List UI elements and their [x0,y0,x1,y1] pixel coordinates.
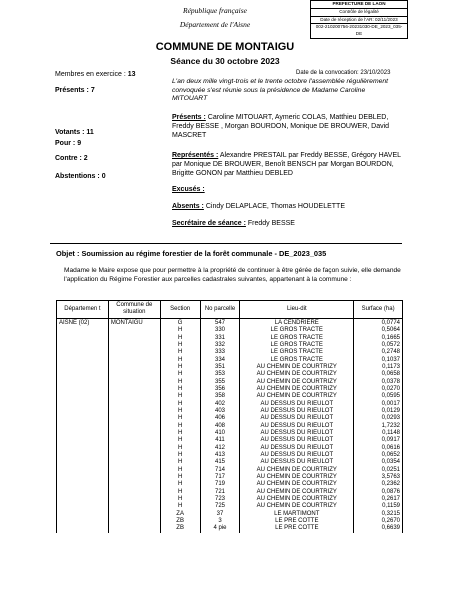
table-row [57,364,403,371]
cell-section: H [160,386,200,393]
cell-lieu-dit: AU CHEMIN DE COURTRIZY [240,379,354,386]
cell-departement [57,481,109,488]
cell-commune [108,518,160,525]
objet-divider [50,243,402,244]
cell-lieu-dit: AU DESSUS DU RIEULOT [240,437,354,444]
cell-commune [108,349,160,356]
cell-surface: 0,0616 [354,445,403,452]
cell-parcelle: 351 [200,364,240,371]
pour-label: Pour : [55,140,76,147]
cell-commune [108,364,160,371]
stamp-line-2: Date de réception de l'AR: 02/11/2023 [311,16,407,24]
cell-departement [57,364,109,371]
absent-list: Cindy DELAPLACE, Thomas HOUDELETTE [203,203,345,210]
stamp-line-3: 002-210200756-20231030-DE_2023_035-DE [311,23,407,38]
cell-lieu-dit: AU CHEMIN DE COURTRIZY [240,474,354,481]
cell-section: ZB [160,518,200,525]
cell-lieu-dit: AU CHEMIN DE COURTRIZY [240,393,354,400]
cell-lieu-dit: AU DESSUS DU RIEULOT [240,445,354,452]
cell-parcelle: 725 [200,503,240,510]
cell-surface: 0,0917 [354,437,403,444]
cell-surface: 0,6639 [354,525,403,532]
cell-departement: AISNE (02) [57,318,109,327]
cell-parcelle: 723 [200,496,240,503]
presents-section [172,113,404,140]
cell-surface: 0,0652 [354,452,403,459]
cell-surface: 0,0774 [354,318,403,327]
present-value: 7 [90,87,95,94]
cell-commune [108,503,160,510]
cell-surface: 0,0270 [354,386,403,393]
members-value: 13 [127,71,136,78]
cell-section: H [160,452,200,459]
present-label: Présents : [55,87,89,94]
cell-commune [108,452,160,459]
cell-section: H [160,335,200,342]
table-row [57,496,403,503]
votants-count [55,129,94,136]
cell-parcelle: 717 [200,474,240,481]
cell-surface: 0,5064 [354,327,403,334]
represented-label: Représentés : [172,152,219,159]
cell-departement [57,437,109,444]
cell-surface: 0,3215 [354,511,403,518]
present-count [55,87,95,94]
cell-section: H [160,481,200,488]
cell-surface: 3,5763 [354,474,403,481]
cell-lieu-dit: LE PRE COTTE [240,525,354,532]
table-row [57,511,403,518]
members-count [55,71,136,78]
stamp-line-1: Contrôle de légalité [311,8,407,16]
cell-lieu-dit: AU DESSUS DU RIEULOT [240,459,354,466]
cell-section: H [160,503,200,510]
abstentions-value: 0 [101,173,106,180]
cell-parcelle: 355 [200,379,240,386]
table-row [57,327,403,334]
cell-parcelle: 411 [200,437,240,444]
presents-list: Caroline MITOUART, Aymeric COLAS, Matthieu DEBLED, Freddy BESSE , Morgan BOURDON, Monique DE BROUWER, David MASCRET [172,114,390,139]
cell-departement [57,393,109,400]
cell-commune [108,371,160,378]
session-intro: L'an deux mille vingt-trois et le trente octobre l'assemblée régulièrement convoquée s'est réunie sous la présidence de Madame Caroline MITOUART [172,78,389,103]
cell-section: H [160,327,200,334]
table-row [57,503,403,510]
table-row [57,415,403,422]
cell-departement [57,525,109,532]
cell-lieu-dit: AU DESSUS DU RIEULOT [240,408,354,415]
cell-departement [57,357,109,364]
cell-parcelle: 332 [200,342,240,349]
cell-section: H [160,423,200,430]
cell-surface: 0,0876 [354,489,403,496]
cell-section: H [160,496,200,503]
cell-lieu-dit: LA CENDRIERE [240,318,354,327]
cell-commune [108,489,160,496]
cell-commune [108,379,160,386]
table-row [57,474,403,481]
cell-surface: 0,0251 [354,467,403,474]
cell-commune [108,437,160,444]
cell-departement [57,503,109,510]
parcels-table [56,300,403,533]
cell-surface: 0,2362 [354,481,403,488]
commune-title: COMMUNE DE MONTAIGU [155,41,295,53]
table-row [57,357,403,364]
cell-departement [57,511,109,518]
cell-lieu-dit: LE GROS TRACTE [240,357,354,364]
cell-parcelle: 714 [200,467,240,474]
cell-commune [108,481,160,488]
pour-value: 9 [77,140,82,147]
cell-departement [57,430,109,437]
cell-section: H [160,349,200,356]
cell-lieu-dit: LE MARTIMONT [240,511,354,518]
table-row [57,379,403,386]
cell-parcelle: 402 [200,401,240,408]
cell-departement [57,445,109,452]
contre-count [55,155,88,162]
cell-section: G [160,318,200,327]
cell-departement [57,401,109,408]
cell-lieu-dit: AU DESSUS DU RIEULOT [240,423,354,430]
cell-parcelle: 334 [200,357,240,364]
cell-lieu-dit: AU CHEMIN DE COURTRIZY [240,467,354,474]
cell-surface: 0,2617 [354,496,403,503]
cell-lieu-dit: AU DESSUS DU RIEULOT [240,415,354,422]
cell-surface: 0,0378 [354,379,403,386]
cell-section: H [160,489,200,496]
table-row [57,459,403,466]
cell-departement [57,489,109,496]
cell-section: ZA [160,511,200,518]
cell-commune [108,393,160,400]
cell-commune [108,459,160,466]
cell-section: H [160,430,200,437]
session-date: Séance du 30 octobre 2023 [170,56,280,66]
table-row [57,401,403,408]
exposed-text: Madame le Maire expose que pour permettre à la propriété de continuer à être gérée de façon suivie, elle demande l'application du Régime Forestier aux parcelles cadastrales suivantes, appartenant à la commune : [64,267,401,283]
votants-value: 11 [86,129,94,136]
cell-lieu-dit: LE GROS TRACTE [240,349,354,356]
cell-departement [57,459,109,466]
cell-departement [57,452,109,459]
cell-commune [108,342,160,349]
cell-parcelle: 408 [200,423,240,430]
stamp-prefecture: PREFECTURE DE LAON [332,1,386,6]
cell-commune [108,445,160,452]
cell-commune [108,525,160,532]
cell-parcelle: 331 [200,335,240,342]
table-row [57,489,403,496]
cell-departement [57,371,109,378]
header-parcelle: No parcelle [200,301,240,319]
table-row [57,423,403,430]
cell-section: H [160,445,200,452]
header-surface: Surface (ha) [354,301,403,319]
cell-section: H [160,364,200,371]
cell-surface: 0,1148 [354,430,403,437]
cell-parcelle: 37 [200,511,240,518]
header-departement: Départemen t [57,301,109,319]
cell-lieu-dit: AU CHEMIN DE COURTRIZY [240,496,354,503]
table-row [57,393,403,400]
cell-lieu-dit: AU CHEMIN DE COURTRIZY [240,386,354,393]
cell-section: H [160,474,200,481]
cell-commune [108,474,160,481]
cell-departement [57,327,109,334]
cell-departement [57,496,109,503]
cell-parcelle: 333 [200,349,240,356]
represented-list: Alexandre PRESTAIL par Freddy BESSE, Grégory HAVEL par Monique DE BROUWER, Benoît BENSCH par Morgan BOURDON, Brigitte GONON par Matthieu DEBLED [172,152,401,177]
cell-section: H [160,459,200,466]
cell-commune [108,415,160,422]
cell-surface: 0,1159 [354,503,403,510]
secretary-label: Secrétaire de séance : [172,220,246,227]
cell-lieu-dit: AU DESSUS DU RIEULOT [240,430,354,437]
abstentions-count [55,173,106,180]
excused-label: Excusés : [172,186,205,193]
table-row [57,408,403,415]
cell-lieu-dit: AU DESSUS DU RIEULOT [240,452,354,459]
cell-surface: 0,0293 [354,415,403,422]
table-row [57,318,403,327]
table-row [57,481,403,488]
cell-commune [108,430,160,437]
table-row [57,386,403,393]
cell-commune [108,467,160,474]
cell-departement [57,518,109,525]
pour-count [55,140,81,147]
table-body [57,318,403,532]
cell-parcelle: 547 [200,318,240,327]
table-row [57,445,403,452]
cell-parcelle: 721 [200,489,240,496]
cell-lieu-dit: AU CHEMIN DE COURTRIZY [240,364,354,371]
table-row [57,342,403,349]
objet-title: Objet : Soumission au régime forestier de la forêt communale - DE_2023_035 [56,249,327,258]
cell-departement [57,386,109,393]
table-row [57,452,403,459]
cell-commune [108,386,160,393]
table-row [57,525,403,532]
cell-commune [108,423,160,430]
contre-value: 2 [83,155,88,162]
excused-section [172,185,404,194]
cell-lieu-dit: LE GROS TRACTE [240,327,354,334]
table-header-row [57,301,403,319]
cell-lieu-dit: AU DESSUS DU RIEULOT [240,401,354,408]
cell-lieu-dit: AU CHEMIN DE COURTRIZY [240,503,354,510]
secretary-section [172,219,404,228]
presents-label: Présents : [172,114,206,121]
contre-label: Contre : [55,155,82,162]
cell-surface: 0,1665 [354,335,403,342]
cell-parcelle: 3 [200,518,240,525]
table-row [57,371,403,378]
cell-section: H [160,357,200,364]
cell-parcelle: 412 [200,445,240,452]
prefecture-stamp [310,0,408,39]
cell-surface: 0,2748 [354,349,403,356]
cell-surface: 0,1037 [354,357,403,364]
cell-departement [57,415,109,422]
cell-parcelle: 330 [200,327,240,334]
cell-commune [108,335,160,342]
cell-parcelle: 403 [200,408,240,415]
cell-commune: MONTAIGU [108,318,160,327]
cell-parcelle: 353 [200,371,240,378]
cell-section: H [160,437,200,444]
cell-lieu-dit: LE GROS TRACTE [240,335,354,342]
cell-departement [57,342,109,349]
cell-lieu-dit: AU CHEMIN DE COURTRIZY [240,481,354,488]
cell-commune [108,511,160,518]
cell-lieu-dit: AU CHEMIN DE COURTRIZY [240,371,354,378]
department-label: Département de l'Aisne [179,20,251,29]
cell-departement [57,423,109,430]
cell-departement [57,379,109,386]
cell-surface: 0,1173 [354,364,403,371]
votants-label: Votants : [55,129,85,136]
cell-section: H [160,415,200,422]
cell-section: H [160,342,200,349]
absent-section [172,202,404,211]
republic-label: République française [183,6,247,15]
cell-section: H [160,393,200,400]
cell-parcelle: 410 [200,430,240,437]
cell-surface: 0,0017 [354,401,403,408]
table-row [57,349,403,356]
cell-commune [108,357,160,364]
header-commune: Commune de situation [108,301,160,319]
cell-lieu-dit: LE PRE COTTE [240,518,354,525]
cell-section: H [160,379,200,386]
cell-parcelle: 358 [200,393,240,400]
abstentions-label: Abstentions : [55,173,100,180]
table-row [57,518,403,525]
represented-section [172,151,404,178]
cell-parcelle: 719 [200,481,240,488]
cell-parcelle: 4 pie [200,525,240,532]
cell-departement [57,349,109,356]
table-row [57,437,403,444]
convocation-date: Date de la convocation: 23/10/2023 [296,70,391,76]
cell-section: H [160,371,200,378]
cell-lieu-dit: LE GROS TRACTE [240,342,354,349]
cell-departement [57,408,109,415]
cell-surface: 0,2670 [354,518,403,525]
cell-parcelle: 413 [200,452,240,459]
cell-parcelle: 356 [200,386,240,393]
cell-departement [57,474,109,481]
cell-commune [108,327,160,334]
cell-surface: 0,0658 [354,371,403,378]
cell-commune [108,408,160,415]
cell-departement [57,335,109,342]
cell-surface: 1,7232 [354,423,403,430]
cell-parcelle: 415 [200,459,240,466]
cell-commune [108,496,160,503]
cell-surface: 0,0572 [354,342,403,349]
cell-commune [108,401,160,408]
members-label: Membres en exercice : [55,71,126,78]
cell-section: H [160,467,200,474]
table-row [57,467,403,474]
table-row [57,430,403,437]
cell-surface: 0,0595 [354,393,403,400]
absent-label: Absents : [172,203,204,210]
cell-surface: 0,0129 [354,408,403,415]
header-lieu-dit: Lieu-dit [240,301,354,319]
cell-section: H [160,401,200,408]
cell-surface: 0,0354 [354,459,403,466]
header-section: Section [160,301,200,319]
cell-section: ZB [160,525,200,532]
cell-parcelle: 406 [200,415,240,422]
cell-lieu-dit: AU CHEMIN DE COURTRIZY [240,489,354,496]
cell-departement [57,467,109,474]
document-header [150,4,280,32]
cell-section: H [160,408,200,415]
secretary-name: Freddy BESSE [245,220,295,227]
table-row [57,335,403,342]
